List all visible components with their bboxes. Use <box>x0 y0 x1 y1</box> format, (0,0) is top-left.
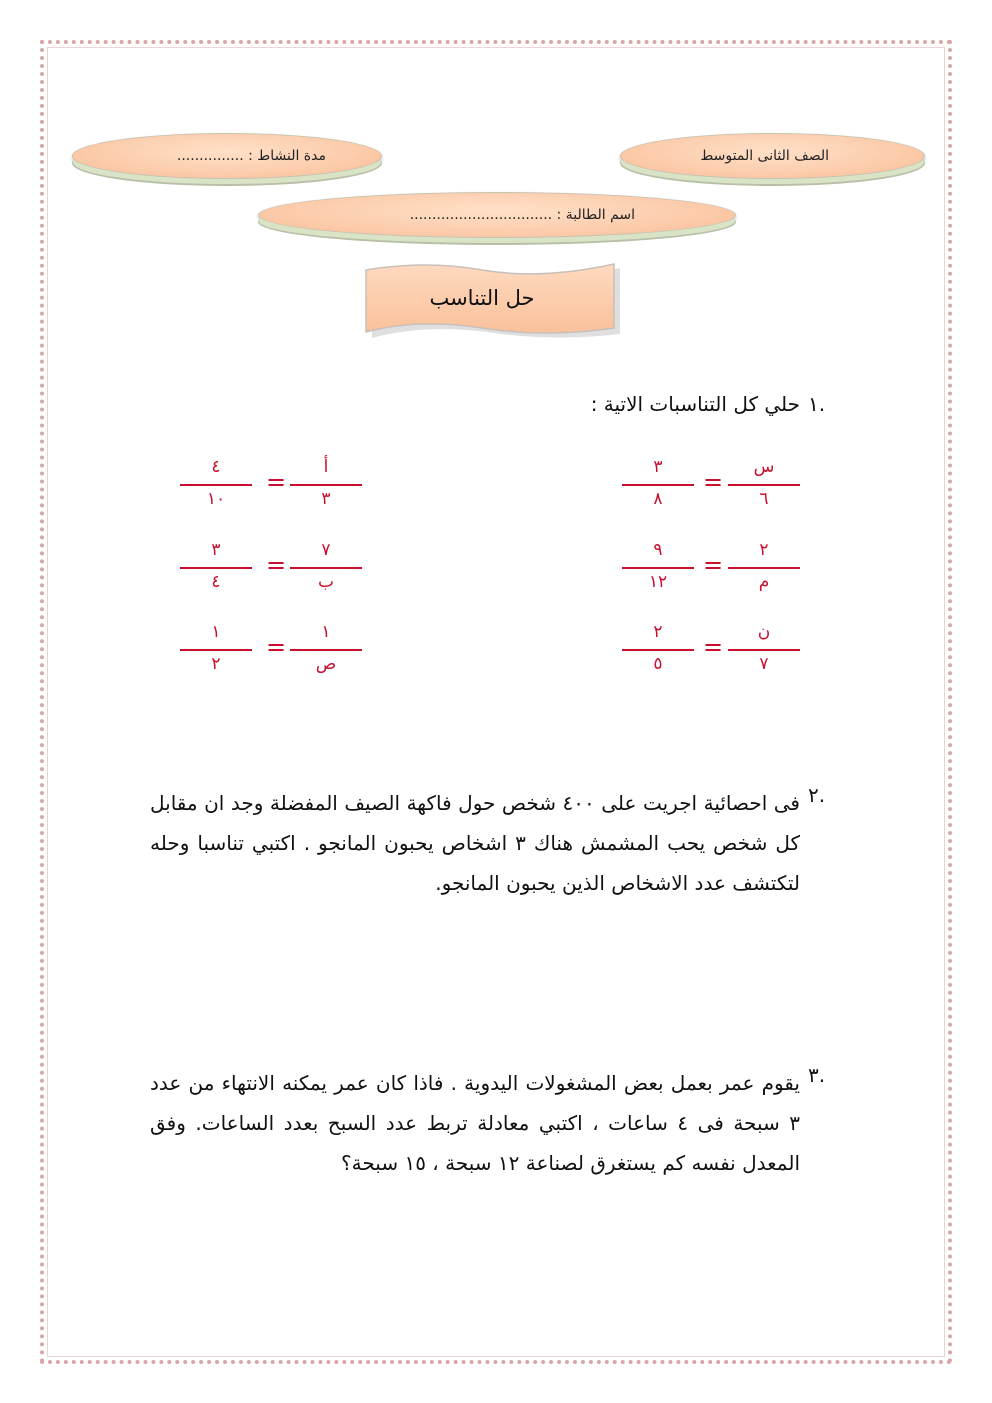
numerator: ١ <box>211 622 221 642</box>
page-title: حل التناسب <box>429 286 535 310</box>
denominator: ٨ <box>653 489 663 509</box>
denominator: ١٢ <box>648 572 668 592</box>
fraction <box>290 540 362 596</box>
fraction <box>180 457 252 513</box>
title-banner <box>362 262 624 342</box>
denominator: ٥ <box>653 654 663 674</box>
numerator: ن <box>757 622 771 642</box>
student-name-field <box>258 192 736 238</box>
numerator: ٣ <box>653 457 663 477</box>
numerator: ٢ <box>653 622 663 642</box>
fraction <box>728 540 800 596</box>
denominator: ٦ <box>759 489 769 509</box>
student-name-text: اسم الطالبة : ................................ <box>409 207 635 223</box>
fraction <box>290 457 362 513</box>
fraction <box>622 622 694 678</box>
fraction-bar <box>290 649 362 651</box>
denominator: ب <box>317 572 334 592</box>
fraction-bar <box>622 484 694 486</box>
numerator: ٣ <box>211 540 221 560</box>
numerator: أ <box>323 457 329 477</box>
question-2-text: فى احصائية اجريت على ٤٠٠ شخص حول فاكهة الصيف المفضلة وجد ان مقابل كل شخص يحب المشمش هناك ٣ اشخاص يحبون المانجو . اكتبي تناسبا وحله لتكتشف عدد الاشخاص الذين يحبون المانجو. <box>150 791 800 895</box>
denominator: م <box>758 572 770 592</box>
numerator: ٩ <box>653 540 663 560</box>
equals-sign: = <box>266 633 287 661</box>
fraction <box>728 457 800 513</box>
denominator: ٢ <box>211 654 221 674</box>
fraction-bar <box>622 649 694 651</box>
fraction <box>622 540 694 596</box>
denominator: ٤ <box>211 572 221 592</box>
numerator: س <box>753 457 775 477</box>
duration-text: مدة النشاط : ............... <box>176 148 326 164</box>
fraction <box>180 540 252 596</box>
fraction <box>290 622 362 678</box>
numerator: ٤ <box>211 457 221 477</box>
fraction-bar <box>180 484 252 486</box>
equals-sign: = <box>703 551 724 579</box>
question-1-number: ١. <box>808 392 826 416</box>
fraction-bar <box>180 649 252 651</box>
denominator: ٣ <box>321 489 331 509</box>
denominator: ١٠ <box>206 489 226 509</box>
fraction <box>622 457 694 513</box>
fraction <box>728 622 800 678</box>
equals-sign: = <box>266 551 287 579</box>
equals-sign: = <box>703 633 724 661</box>
fraction-bar <box>622 567 694 569</box>
equals-sign: = <box>266 468 287 496</box>
question-1-text: حلي كل التناسبات الاتية : <box>590 392 800 416</box>
equals-sign: = <box>703 468 724 496</box>
fraction-bar <box>290 567 362 569</box>
fraction-bar <box>728 567 800 569</box>
fraction-bar <box>180 567 252 569</box>
numerator: ٧ <box>321 540 331 560</box>
question-3-text: يقوم عمر بعمل بعض المشغولات اليدوية . فاذا كان عمر يمكنه الانتهاء من عدد ٣ سبحة فى ٤ ساعات ، اكتبي معادلة تربط عدد السبح بعدد الساعات. وفق المعدل نفسه كم يستغرق لصناعة ١٢ سبحة ، ١٥ سبحة؟ <box>150 1071 800 1175</box>
activity-duration-field <box>72 133 382 179</box>
fraction <box>180 622 252 678</box>
fraction-bar <box>728 649 800 651</box>
fraction-bar <box>728 484 800 486</box>
denominator: ٧ <box>759 654 769 674</box>
fraction-bar <box>290 484 362 486</box>
numerator: ٢ <box>759 540 769 560</box>
grade-text: الصف الثانى المتوسط <box>700 148 829 164</box>
question-3-number: ٣. <box>808 1063 826 1087</box>
numerator: ١ <box>321 622 331 642</box>
grade-label <box>620 133 925 179</box>
question-2-number: ٢. <box>808 783 826 807</box>
denominator: ص <box>315 654 337 674</box>
